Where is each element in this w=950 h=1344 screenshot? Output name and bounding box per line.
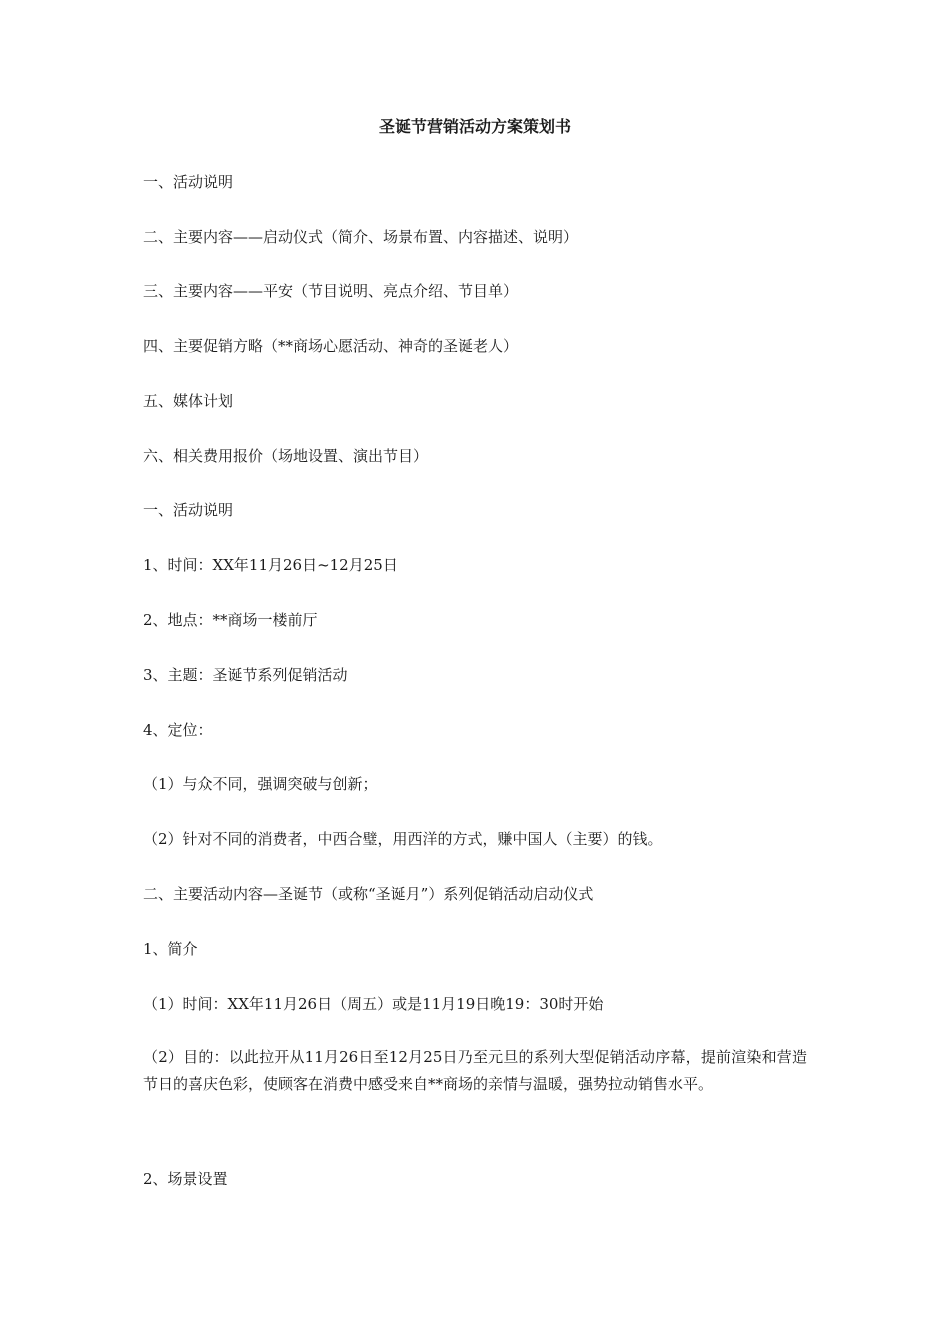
toc-item-4: 四、主要促销方略（**商场心愿活动、神奇的圣诞老人） (143, 337, 519, 355)
section1-heading: 一、活动说明 (143, 501, 234, 519)
section2-scene: 2、场景设置 (143, 1170, 228, 1188)
section1-theme: 3、主题：圣诞节系列促销活动 (143, 666, 348, 684)
toc-item-2: 二、主要内容——启动仪式（简介、场景布置、内容描述、说明） (143, 228, 579, 246)
toc-item-6: 六、相关费用报价（场地设置、演出节目） (143, 447, 429, 465)
toc-item-3: 三、主要内容——平安（节目说明、亮点介绍、节目单） (143, 282, 519, 300)
section1-positioning: 4、定位： (143, 721, 213, 739)
toc-item-1: 一、活动说明 (143, 173, 234, 191)
section2-heading: 二、主要活动内容—圣诞节（或称“圣诞月”）系列促销活动启动仪式 (143, 885, 594, 903)
toc-item-5: 五、媒体计划 (143, 392, 234, 410)
section2-intro-time: （1）时间：XX年11月26日（周五）或是11月19日晚19：30时开始 (143, 995, 604, 1013)
section1-point-2: （2）针对不同的消费者，中西合璧，用西洋的方式，赚中国人（主要）的钱。 (143, 830, 663, 848)
section1-time: 1、时间：XX年11月26日~12月25日 (143, 556, 398, 574)
section2-intro: 1、简介 (143, 940, 198, 958)
document-title: 圣诞节营销活动方案策划书 (378, 117, 571, 136)
section1-point-1: （1）与众不同，强调突破与创新； (143, 775, 378, 793)
section2-intro-purpose: （2）目的：以此拉开从11月26日至12月25日乃至元旦的系列大型促销活动序幕，提前渲染和营造节日的喜庆色彩，使顾客在消费中感受来自**商场的亲情与温暖，强势拉动销售水平。 (143, 1048, 807, 1093)
section1-place: 2、地点：**商场一楼前厅 (143, 611, 318, 629)
